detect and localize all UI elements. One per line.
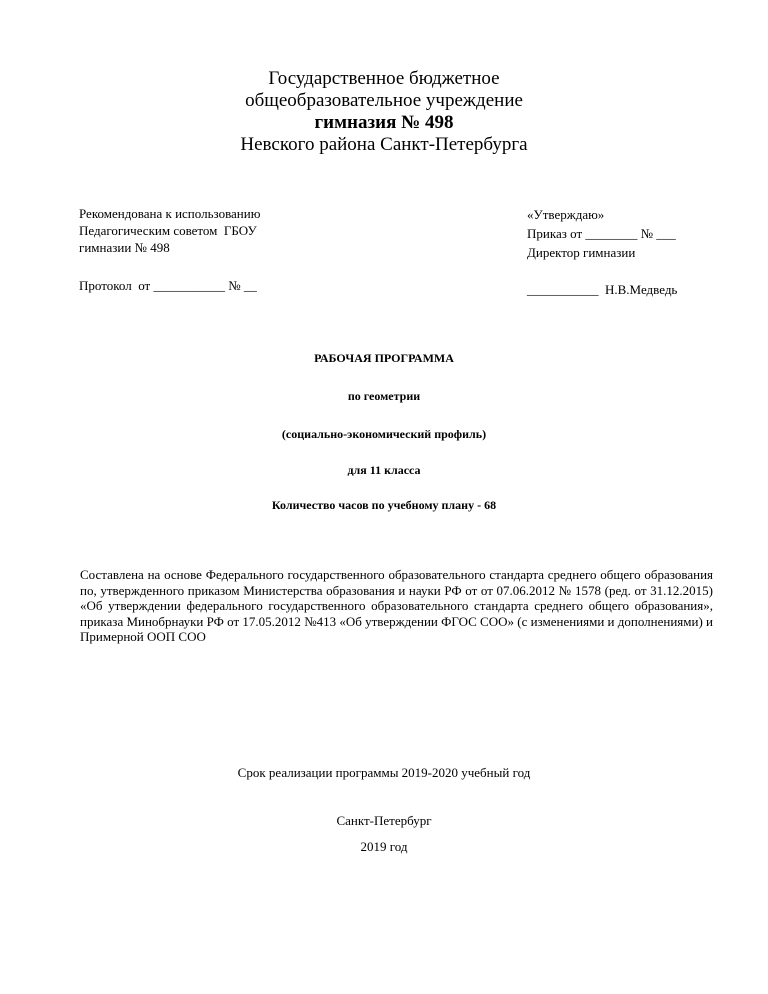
program-title: РАБОЧАЯ ПРОГРАММА [314, 351, 454, 365]
school-name: гимназия № 498 [314, 112, 454, 133]
program-subject: по геометрии [347, 389, 421, 403]
program-grade: для 11 класса [347, 463, 421, 477]
header-line-2: общеобразовательное учреждение [245, 90, 523, 111]
approval-line-3: Директор гимназии [527, 245, 636, 260]
recommendation-line-2: Педагогическим советом ГБОУ [79, 223, 257, 238]
approval-line-2: Приказ от ________ № ___ [527, 226, 676, 241]
basis-paragraph: Составлена на основе Федерального государственного образовательного стандарта среднего общего образования по, утвержденного приказом Министерства образования и науки РФ от от 07.06.2012 № 1578 (ред. от 31.12.2015) «Об утверждении федерального государственного образовательного стандарта среднего общего образования», приказа Минобрнауки РФ от 17.05.2012 №413 «Об утверждении ФГОС СОО» (с изменениями и дополнениями) и Примерной ООП СОО [80, 567, 713, 644]
implementation-term: Срок реализации программы 2019-2020 учебный год [237, 765, 531, 780]
header-line-4: Невского района Санкт-Петербурга [240, 134, 528, 155]
director-signature-line: ___________ Н.В.Медведь [527, 282, 678, 297]
program-profile: (социально-экономический профиль) [281, 427, 487, 441]
year: 2019 год [360, 839, 408, 854]
header-line-1: Государственное бюджетное [268, 68, 500, 89]
city: Санкт-Петербург [336, 813, 432, 828]
approval-line-1: «Утверждаю» [527, 207, 605, 222]
recommendation-line-3: гимназии № 498 [79, 240, 170, 255]
institution-header [0, 68, 768, 156]
program-hours: Количество часов по учебному плану - 68 [271, 498, 497, 512]
recommendation-line-1: Рекомендована к использованию [79, 206, 261, 221]
recommendation-block [79, 205, 260, 256]
protocol-line: Протокол от ___________ № __ [79, 278, 257, 293]
approval-block [527, 205, 676, 262]
